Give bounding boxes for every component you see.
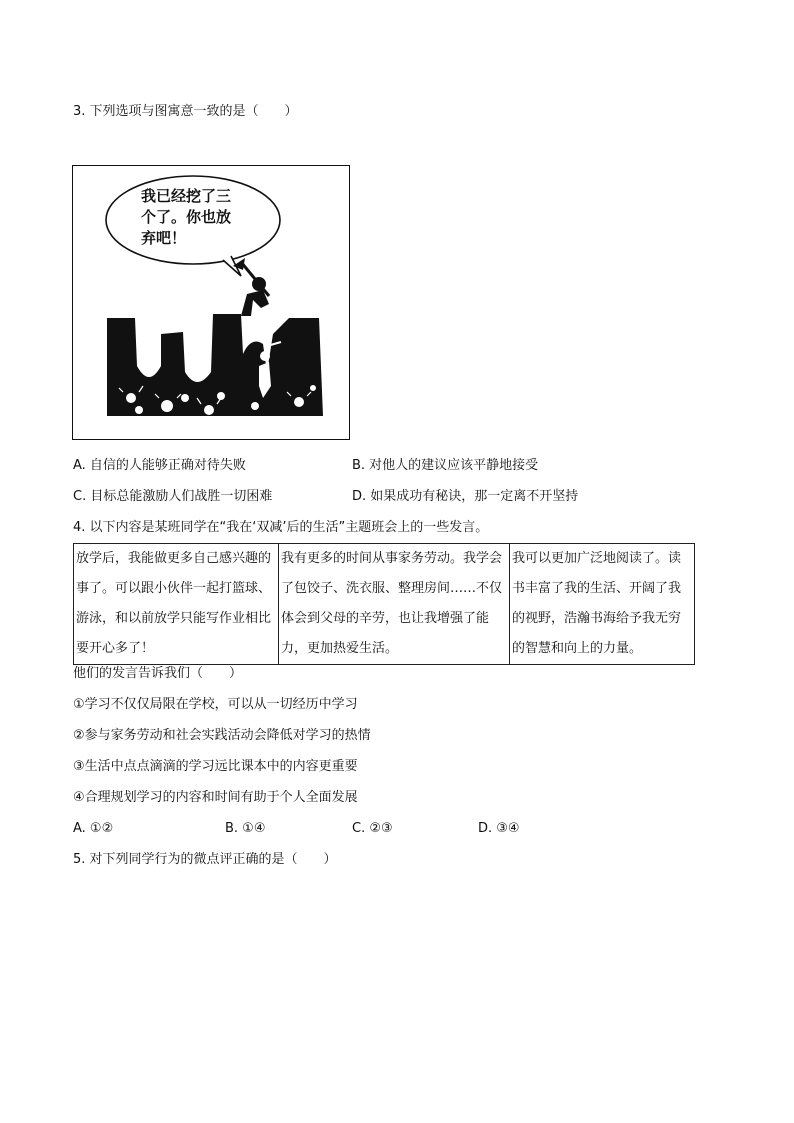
q4-statement-1: ①学习不仅仅局限在学校，可以从一切经历中学习 [73, 697, 358, 712]
cartoon-speech-text: 我已经挖了三 个了。你也放 弃吧！ [141, 187, 232, 247]
q3-cartoon [72, 165, 350, 440]
speech-cell-3: 我可以更加广泛地阅读了。读书丰富了我的生活、开阔了我的视野，浩瀚书海给予我无穷的智慧和向上的力量。 [510, 544, 695, 665]
q4-statement-4: ④合理规划学习的内容和时间有助于个人全面发展 [73, 790, 358, 805]
q4-lead: 他们的发言告诉我们（ ） [73, 666, 243, 681]
q4-option-d: D. ③④ [478, 821, 520, 836]
table-row [74, 544, 695, 665]
q3-option-d: D. 如果成功有秘诀，那一定离不开坚持 [352, 489, 579, 504]
q3-stem: 3. 下列选项与图寓意一致的是（ ） [73, 104, 298, 119]
q4-statement-3: ③生活中点点滴滴的学习远比课本中的内容更重要 [73, 759, 358, 774]
q4-speech-table [73, 543, 695, 665]
q4-option-c: C. ②③ [352, 821, 393, 836]
q4-stem: 4. 以下内容是某班同学在“我在‘双减’后的生活”主题班会上的一些发言。 [73, 520, 489, 535]
q3-option-c: C. 目标总能激励人们战胜一切困难 [73, 489, 273, 504]
q3-option-a: A. 自信的人能够正确对待失败 [73, 458, 246, 473]
q3-option-b: B. 对他人的建议应该平静地接受 [352, 458, 539, 473]
q4-statement-2: ②参与家务劳动和社会实践活动会降低对学习的热情 [73, 728, 371, 743]
speech-cell-2: 我有更多的时间从事家务劳动。我学会了包饺子、洗衣服、整理房间……不仅体会到父母的辛劳，也让我增强了能力，更加热爱生活。 [279, 544, 510, 665]
q4-option-b: B. ①④ [225, 821, 266, 836]
q4-option-a: A. ①② [73, 821, 114, 836]
speech-cell-1: 放学后，我能做更多自己感兴趣的事了。可以跟小伙伴一起打篮球、游泳，和以前放学只能写作业相比要开心多了！ [74, 544, 279, 665]
q5-stem: 5. 对下列同学行为的微点评正确的是（ ） [73, 852, 337, 867]
